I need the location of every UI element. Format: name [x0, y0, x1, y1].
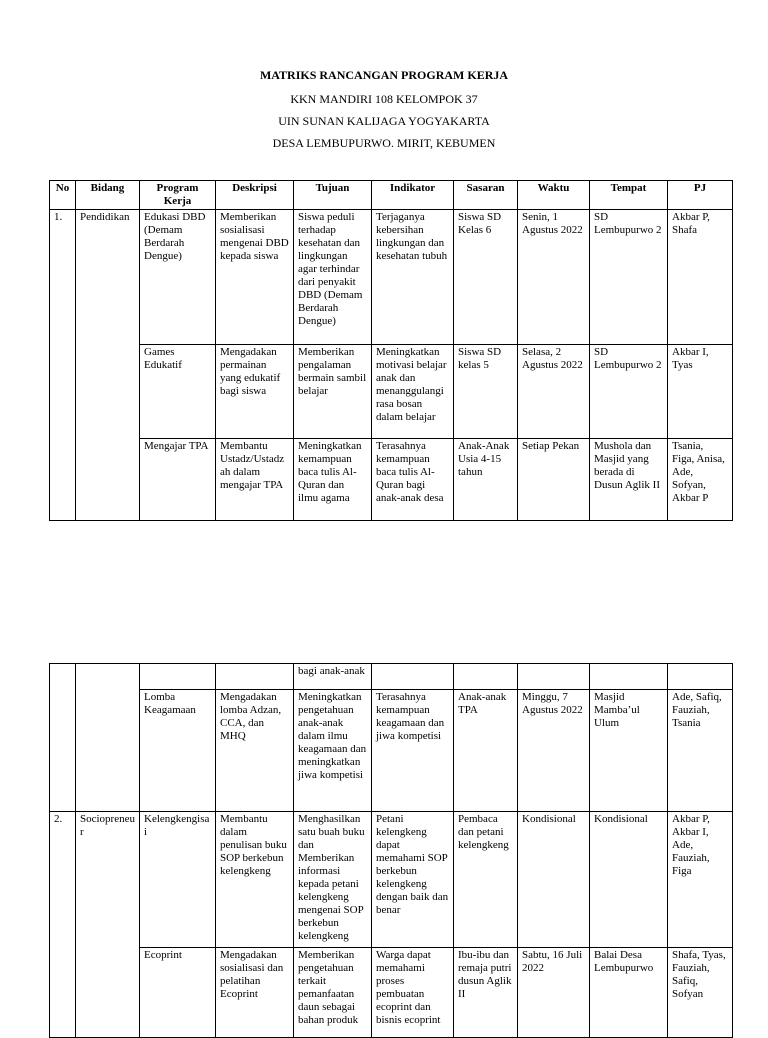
cell-sasaran: Siswa SD kelas 5 [454, 345, 518, 439]
cell-waktu: Setiap Pekan [518, 439, 590, 521]
header-no: No [50, 181, 76, 210]
cell-deskripsi: Memberikan sosialisasi mengenai DBD kepada siswa [216, 210, 294, 345]
cell-indikator: Terasahnya kemampuan keagamaan dan jiwa kompetisi [372, 690, 454, 812]
table-row [50, 210, 733, 345]
cell-waktu [518, 664, 590, 690]
cell-tempat [590, 664, 668, 690]
cell-waktu: Senin, 1 Agustus 2022 [518, 210, 590, 345]
cell-tempat: SD Lembupurwo 2 [590, 210, 668, 345]
cell-no: 2. [50, 812, 76, 1038]
table-row [50, 345, 733, 439]
cell-deskripsi: Membantu Ustadz/Ustadzah dalam mengajar TPA [216, 439, 294, 521]
cell-no: 1. [50, 210, 76, 521]
cell-program: Lomba Keagamaan [140, 690, 216, 812]
cell-waktu: Kondisional [518, 812, 590, 948]
table-row [50, 690, 733, 812]
cell-indikator: Terasahnya kemampuan baca tulis Al-Quran bagi anak-anak desa [372, 439, 454, 521]
table-row-continued [50, 664, 733, 690]
table-row [50, 439, 733, 521]
doc-title: MATRIKS RANCANGAN PROGRAM KERJA [259, 68, 509, 82]
cell-bidang: Sociopreneur [76, 812, 140, 1038]
cell-deskripsi: Membantu dalam penulisan buku SOP berkebun kelengkeng [216, 812, 294, 948]
cell-indikator [372, 664, 454, 690]
cell-sasaran: Ibu-ibu dan remaja putri dusun Aglik II [454, 948, 518, 1038]
cell-indikator: Meningkatkan motivasi belajar anak dan menanggulangi rasa bosan dalam belajar [372, 345, 454, 439]
cell-tujuan: Meningkatkan kemampuan baca tulis Al-Quran dan ilmu agama [294, 439, 372, 521]
cell-tempat: Masjid Mamba’ul Ulum [590, 690, 668, 812]
header-indikator: Indikator [372, 181, 454, 210]
cell-sasaran [454, 664, 518, 690]
cell-pj: Akbar I, Tyas [668, 345, 733, 439]
header-tempat: Tempat [590, 181, 668, 210]
cell-tujuan: Meningkatkan pengetahuan anak-anak dalam ilmu keagamaan dan meningkatkan jiwa kompetisi [294, 690, 372, 812]
cell-deskripsi: Mengadakan sosialisasi dan pelatihan Ecoprint [216, 948, 294, 1038]
doc-subtitle-desa: DESA LEMBUPURWO. MIRIT, KEBUMEN [272, 136, 496, 150]
doc-subtitle-kkn: KKN MANDIRI 108 KELOMPOK 37 [290, 92, 478, 106]
cell-pj: Tsania, Figa, Anisa, Ade, Sofyan, Akbar P [668, 439, 733, 521]
cell-tempat: Kondisional [590, 812, 668, 948]
cell-tujuan: Memberikan pengalaman bermain sambil belajar [294, 345, 372, 439]
header-tujuan: Tujuan [294, 181, 372, 210]
cell-deskripsi [216, 664, 294, 690]
cell-no [50, 664, 76, 812]
cell-program: Mengajar TPA [140, 439, 216, 521]
table-row [50, 948, 733, 1038]
cell-waktu: Sabtu, 16 Juli 2022 [518, 948, 590, 1038]
cell-deskripsi: Mengadakan lomba Adzan, CCA, dan MHQ [216, 690, 294, 812]
cell-sasaran: Anak-Anak Usia 4-15 tahun [454, 439, 518, 521]
header-bidang: Bidang [76, 181, 140, 210]
header-sasaran: Sasaran [454, 181, 518, 210]
cell-sasaran: Anak-anak TPA [454, 690, 518, 812]
cell-tempat: Balai Desa Lembupurwo [590, 948, 668, 1038]
cell-indikator: Petani kelengkeng dapat memahami SOP berkebun kelengkeng dengan baik dan benar [372, 812, 454, 948]
cell-pj: Ade, Safiq, Fauziah, Tsania [668, 690, 733, 812]
header-deskripsi: Deskripsi [216, 181, 294, 210]
cell-program: Games Edukatif [140, 345, 216, 439]
cell-pj: Akbar P, Akbar I, Ade, Fauziah, Figa [668, 812, 733, 948]
cell-pj: Shafa, Tyas, Fauziah, Safiq, Sofyan [668, 948, 733, 1038]
header-pj: PJ [668, 181, 733, 210]
cell-tujuan: Menghasilkan satu buah buku dan Memberikan informasi kepada petani kelengkeng mengenai SOP berkebun kelengkeng [294, 812, 372, 948]
cell-tempat: Mushola dan Masjid yang berada di Dusun Aglik II [590, 439, 668, 521]
cell-indikator: Warga dapat memahami proses pembuatan ecoprint dan bisnis ecoprint [372, 948, 454, 1038]
cell-tujuan: Memberikan pengetahuan terkait pemanfaatan daun sebagai bahan produk [294, 948, 372, 1038]
program-table-page-1 [49, 180, 733, 521]
cell-tujuan: Siswa peduli terhadap kesehatan dan lingkungan agar terhindar dari penyakit DBD (Demam Berdarah Dengue) [294, 210, 372, 345]
table-row [50, 812, 733, 948]
doc-subtitle-uin: UIN SUNAN KALIJAGA YOGYAKARTA [278, 114, 490, 128]
cell-bidang [76, 664, 140, 812]
cell-waktu: Minggu, 7 Agustus 2022 [518, 690, 590, 812]
header-program-kerja: Program Kerja [140, 181, 216, 210]
cell-indikator: Terjaganya kebersihan lingkungan dan kesehatan tubuh [372, 210, 454, 345]
table-header-row [50, 181, 733, 210]
cell-program: Ecoprint [140, 948, 216, 1038]
program-table-page-2 [49, 663, 733, 1038]
cell-waktu: Selasa, 2 Agustus 2022 [518, 345, 590, 439]
cell-sasaran: Siswa SD Kelas 6 [454, 210, 518, 345]
cell-tujuan: bagi anak-anak [294, 664, 372, 690]
cell-program: Edukasi DBD (Demam Berdarah Dengue) [140, 210, 216, 345]
cell-bidang: Pendidikan [76, 210, 140, 521]
header-waktu: Waktu [518, 181, 590, 210]
cell-deskripsi: Mengadakan permainan yang edukatif bagi siswa [216, 345, 294, 439]
cell-pj: Akbar P, Shafa [668, 210, 733, 345]
cell-tempat: SD Lembupurwo 2 [590, 345, 668, 439]
cell-program: Kelengkengisai [140, 812, 216, 948]
cell-sasaran: Pembaca dan petani kelengkeng [454, 812, 518, 948]
cell-pj [668, 664, 733, 690]
cell-program [140, 664, 216, 690]
